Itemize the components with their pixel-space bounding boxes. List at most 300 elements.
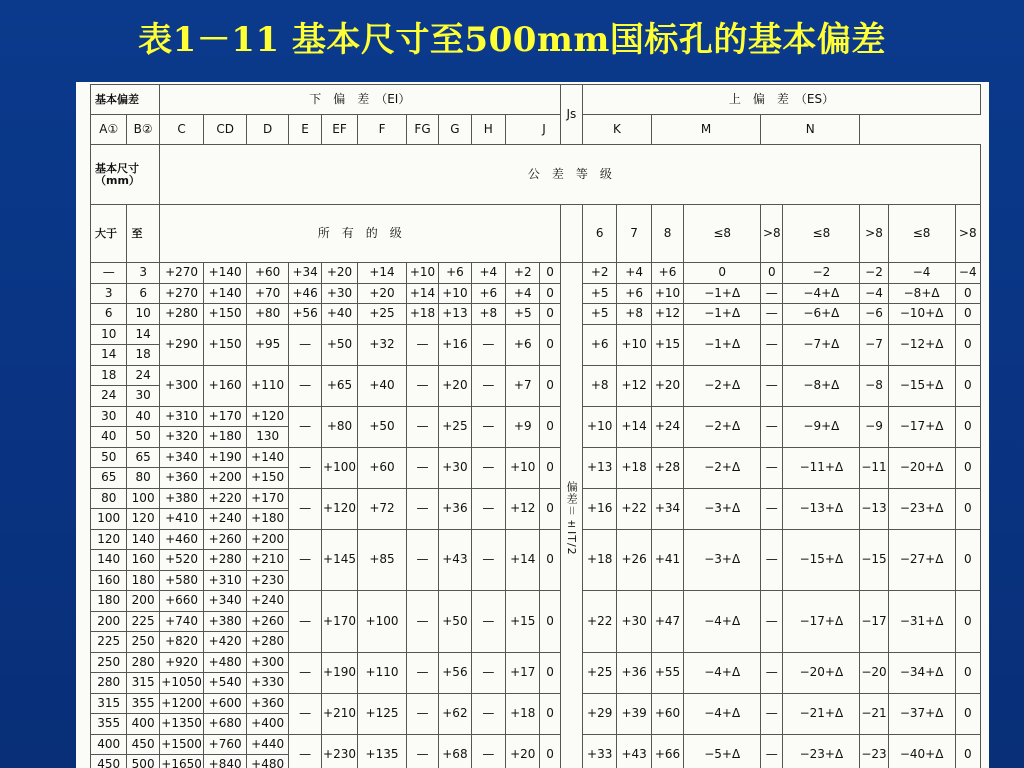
value-n2: 0 [955,529,980,591]
value-j7: +4 [617,263,651,284]
size-to: 24 [127,365,159,386]
table-row [91,447,981,468]
lower-deviation-group: 下 偏 差 （EI） [159,85,560,115]
deviation-letter: F [358,115,407,145]
value-n1: −15+Δ [888,365,955,406]
value-j6: +29 [582,693,616,734]
size-over: 18 [91,365,127,386]
size-over: 65 [91,468,127,489]
value-j8: +12 [651,304,683,325]
size-to: 355 [127,693,159,714]
grade-cell: ≤8 [783,205,860,263]
size-to: 160 [127,550,159,571]
value-fg: — [471,591,505,653]
value-d: +210 [321,693,357,734]
value-k2: — [761,324,783,365]
value-ef: +18 [406,304,438,325]
value-n2: 0 [955,447,980,488]
value-cd: +34 [289,263,321,284]
value-e: +32 [358,324,407,365]
value-n2: 0 [955,734,980,768]
value-j6: +16 [582,488,616,529]
value-h: 0 [540,591,560,653]
value-c: 130 [246,427,289,448]
value-n2: 0 [955,488,980,529]
value-j8: +28 [651,447,683,488]
value-h: 0 [540,447,560,488]
value-a: +1350 [159,714,204,735]
value-j7: +36 [617,652,651,693]
value-f: +13 [439,304,471,325]
basic-size-label-line2: （mm） [95,173,140,187]
js-grade-spacer [560,205,582,263]
value-m2: −11 [860,447,888,488]
value-m2: −7 [860,324,888,365]
size-to: 100 [127,488,159,509]
to-label: 至 [127,205,159,263]
value-ef: — [406,591,438,653]
value-b: +200 [204,468,247,489]
value-j8: +20 [651,365,683,406]
tolerance-grade-label: 公 差 等 级 [159,145,980,205]
value-n1: −31+Δ [888,591,955,653]
value-c: +150 [246,468,289,489]
value-k2: — [761,652,783,693]
value-j6: +22 [582,591,616,653]
size-over: 250 [91,652,127,673]
size-to: 10 [127,304,159,325]
value-a: +1500 [159,734,204,755]
value-m1: −17+Δ [783,591,860,653]
size-to: 3 [127,263,159,284]
value-a: +410 [159,509,204,530]
value-n2: 0 [955,283,980,304]
value-c: +230 [246,570,289,591]
value-e: +14 [358,263,407,284]
value-a: +1650 [159,755,204,768]
value-m2: −4 [860,283,888,304]
value-h: 0 [540,324,560,365]
table-row [91,529,981,550]
value-e: +72 [358,488,407,529]
size-to: 65 [127,447,159,468]
value-fg: — [471,734,505,768]
value-c: +110 [246,365,289,406]
table-row [91,652,981,673]
deviation-letter: G [439,115,471,145]
size-to: 315 [127,673,159,694]
value-d: +120 [321,488,357,529]
value-k1: −2+Δ [684,447,761,488]
value-j8: +66 [651,734,683,768]
value-c: +120 [246,406,289,427]
value-g: +14 [506,529,540,591]
value-fg: +4 [471,263,505,284]
size-over: 140 [91,550,127,571]
size-over: 315 [91,693,127,714]
value-j7: +43 [617,734,651,768]
value-fg: — [471,529,505,591]
value-m1: −11+Δ [783,447,860,488]
value-k1: −3+Δ [684,488,761,529]
value-n2: 0 [955,406,980,447]
all-grades-label: 所 有 的 级 [159,205,560,263]
value-j6: +5 [582,304,616,325]
value-b: +540 [204,673,247,694]
value-j8: +6 [651,263,683,284]
value-j7: +39 [617,693,651,734]
value-fg: — [471,365,505,406]
value-a: +310 [159,406,204,427]
deviation-letter: FG [406,115,438,145]
value-m2: −21 [860,693,888,734]
value-j6: +10 [582,406,616,447]
value-n1: −40+Δ [888,734,955,768]
value-b: +480 [204,652,247,673]
value-e: +50 [358,406,407,447]
value-g: +17 [506,652,540,693]
value-b: +680 [204,714,247,735]
value-h: 0 [540,652,560,693]
value-c: +240 [246,591,289,612]
value-b: +170 [204,406,247,427]
value-cd: +46 [289,283,321,304]
value-k1: −1+Δ [684,283,761,304]
value-c: +60 [246,263,289,284]
value-h: 0 [540,263,560,284]
value-m2: −6 [860,304,888,325]
table-row [91,365,981,386]
slide-title: 表1－11 基本尺寸至500mm国标孔的基本偏差 [138,20,886,60]
value-k1: −5+Δ [684,734,761,768]
value-j8: +24 [651,406,683,447]
value-h: 0 [540,529,560,591]
value-j7: +30 [617,591,651,653]
value-h: 0 [540,406,560,447]
value-m2: −13 [860,488,888,529]
table-row [91,304,981,325]
value-cd: — [289,652,321,693]
deviation-letter: E [289,115,321,145]
value-m1: −4+Δ [783,283,860,304]
value-j8: +55 [651,652,683,693]
value-k1: 0 [684,263,761,284]
value-h: 0 [540,365,560,406]
table-row [91,263,981,284]
grade-cell: ≤8 [888,205,955,263]
value-k1: −1+Δ [684,304,761,325]
value-j6: +8 [582,365,616,406]
value-k2: — [761,488,783,529]
value-n2: 0 [955,693,980,734]
value-d: +80 [321,406,357,447]
value-n2: 0 [955,365,980,406]
size-over: 355 [91,714,127,735]
value-a: +360 [159,468,204,489]
value-fg: — [471,488,505,529]
size-to: 40 [127,406,159,427]
value-a: +820 [159,632,204,653]
size-over: 225 [91,632,127,653]
value-e: +25 [358,304,407,325]
value-b: +340 [204,591,247,612]
value-b: +190 [204,447,247,468]
value-m1: −7+Δ [783,324,860,365]
table-row [91,406,981,427]
value-c: +480 [246,755,289,768]
value-ef: — [406,488,438,529]
value-g: +6 [506,324,540,365]
grade-cell: >8 [761,205,783,263]
value-j6: +6 [582,324,616,365]
size-to: 500 [127,755,159,768]
value-a: +740 [159,611,204,632]
value-c: +280 [246,632,289,653]
value-b: +150 [204,304,247,325]
deviation-letter: N [761,115,860,145]
value-n1: −17+Δ [888,406,955,447]
size-to: 140 [127,529,159,550]
value-a: +660 [159,591,204,612]
value-m2: −20 [860,652,888,693]
scanned-table-image [76,82,989,768]
value-b: +310 [204,570,247,591]
value-j7: +14 [617,406,651,447]
value-b: +140 [204,263,247,284]
value-m1: −21+Δ [783,693,860,734]
size-over: 3 [91,283,127,304]
value-k1: −4+Δ [684,652,761,693]
value-n1: −8+Δ [888,283,955,304]
size-over: 160 [91,570,127,591]
value-a: +340 [159,447,204,468]
value-k2: — [761,365,783,406]
value-k1: −1+Δ [684,324,761,365]
size-to: 50 [127,427,159,448]
size-over: 80 [91,488,127,509]
over-label: 大于 [91,205,127,263]
value-b: +220 [204,488,247,509]
size-over: 100 [91,509,127,530]
size-to: 400 [127,714,159,735]
value-b: +160 [204,365,247,406]
size-to: 6 [127,283,159,304]
value-n1: −23+Δ [888,488,955,529]
size-over: 50 [91,447,127,468]
value-n1: −20+Δ [888,447,955,488]
value-k1: −3+Δ [684,529,761,591]
value-c: +400 [246,714,289,735]
value-c: +200 [246,529,289,550]
value-j7: +8 [617,304,651,325]
js-formula: 偏差＝±IT/2 [560,263,582,768]
size-to: 80 [127,468,159,489]
value-m1: −15+Δ [783,529,860,591]
value-a: +520 [159,550,204,571]
value-n1: −34+Δ [888,652,955,693]
value-cd: +56 [289,304,321,325]
value-n2: 0 [955,304,980,325]
value-j8: +47 [651,591,683,653]
table-row [91,324,981,345]
grade-cell: >8 [955,205,980,263]
value-d: +50 [321,324,357,365]
value-ef: — [406,447,438,488]
deviation-letter: H [471,115,505,145]
value-fg: — [471,447,505,488]
value-g: +5 [506,304,540,325]
value-c: +260 [246,611,289,632]
value-ef: +10 [406,263,438,284]
grade-cell: 6 [582,205,616,263]
value-n2: 0 [955,652,980,693]
value-a: +280 [159,304,204,325]
size-to: 225 [127,611,159,632]
deviation-letter: A① [91,115,127,145]
value-j8: +15 [651,324,683,365]
value-fg: — [471,652,505,693]
value-a: +290 [159,324,204,365]
value-j7: +6 [617,283,651,304]
value-cd: — [289,734,321,768]
size-over: 180 [91,591,127,612]
value-n1: −4 [888,263,955,284]
value-g: +7 [506,365,540,406]
value-k2: — [761,406,783,447]
value-f: +68 [439,734,471,768]
value-g: +4 [506,283,540,304]
value-d: +30 [321,283,357,304]
value-d: +100 [321,447,357,488]
value-c: +440 [246,734,289,755]
value-a: +300 [159,365,204,406]
value-j8: +41 [651,529,683,591]
value-f: +10 [439,283,471,304]
value-cd: — [289,447,321,488]
size-over: 14 [91,345,127,366]
value-h: 0 [540,304,560,325]
value-b: +150 [204,324,247,365]
value-m1: −20+Δ [783,652,860,693]
value-a: +320 [159,427,204,448]
value-a: +580 [159,570,204,591]
value-b: +180 [204,427,247,448]
value-j6: +33 [582,734,616,768]
value-k1: −4+Δ [684,693,761,734]
deviation-letter: K [582,115,651,145]
value-b: +760 [204,734,247,755]
value-cd: — [289,529,321,591]
value-d: +145 [321,529,357,591]
size-over: 400 [91,734,127,755]
value-fg: +6 [471,283,505,304]
size-over: — [91,263,127,284]
value-j7: +22 [617,488,651,529]
value-c: +70 [246,283,289,304]
value-n1: −10+Δ [888,304,955,325]
value-b: +280 [204,550,247,571]
size-over: 200 [91,611,127,632]
value-e: +110 [358,652,407,693]
value-h: 0 [540,283,560,304]
value-e: +125 [358,693,407,734]
value-g: +9 [506,406,540,447]
value-f: +56 [439,652,471,693]
upper-deviation-group: 上 偏 差 （ES） [582,85,980,115]
grade-cell: ≤8 [684,205,761,263]
size-to: 250 [127,632,159,653]
value-c: +95 [246,324,289,365]
table-row [91,734,981,755]
value-n2: 0 [955,324,980,365]
value-g: +20 [506,734,540,768]
value-a: +1200 [159,693,204,714]
value-g: +18 [506,693,540,734]
tolerance-table [90,84,981,768]
value-n2: −4 [955,263,980,284]
value-e: +60 [358,447,407,488]
value-n1: −27+Δ [888,529,955,591]
value-fg: — [471,406,505,447]
value-j7: +10 [617,324,651,365]
value-m1: −23+Δ [783,734,860,768]
value-g: +15 [506,591,540,653]
value-e: +135 [358,734,407,768]
value-ef: — [406,324,438,365]
basic-size-label-line1: 基本尺寸 [95,161,139,175]
value-c: +80 [246,304,289,325]
value-m2: −9 [860,406,888,447]
value-d: +40 [321,304,357,325]
value-cd: — [289,406,321,447]
size-to: 18 [127,345,159,366]
value-e: +20 [358,283,407,304]
value-f: +25 [439,406,471,447]
value-m2: −15 [860,529,888,591]
value-f: +16 [439,324,471,365]
value-k1: −4+Δ [684,591,761,653]
grade-cell: 8 [651,205,683,263]
deviation-letter: EF [321,115,357,145]
value-m1: −6+Δ [783,304,860,325]
value-d: +190 [321,652,357,693]
value-j6: +13 [582,447,616,488]
size-over: 10 [91,324,127,345]
value-ef: +14 [406,283,438,304]
value-c: +300 [246,652,289,673]
table-row [91,591,981,612]
basic-deviation-label: 基本偏差 [91,85,160,115]
value-f: +62 [439,693,471,734]
size-over: 450 [91,755,127,768]
value-k2: — [761,304,783,325]
value-ef: — [406,365,438,406]
value-k1: −2+Δ [684,406,761,447]
value-cd: — [289,693,321,734]
basic-size-label [91,145,160,205]
value-ef: — [406,652,438,693]
value-n2: 0 [955,591,980,653]
value-ef: — [406,693,438,734]
value-m1: −2 [783,263,860,284]
size-to: 120 [127,509,159,530]
deviation-letter: B② [127,115,159,145]
size-to: 200 [127,591,159,612]
value-g: +12 [506,488,540,529]
value-e: +100 [358,591,407,653]
value-b: +380 [204,611,247,632]
value-m1: −13+Δ [783,488,860,529]
